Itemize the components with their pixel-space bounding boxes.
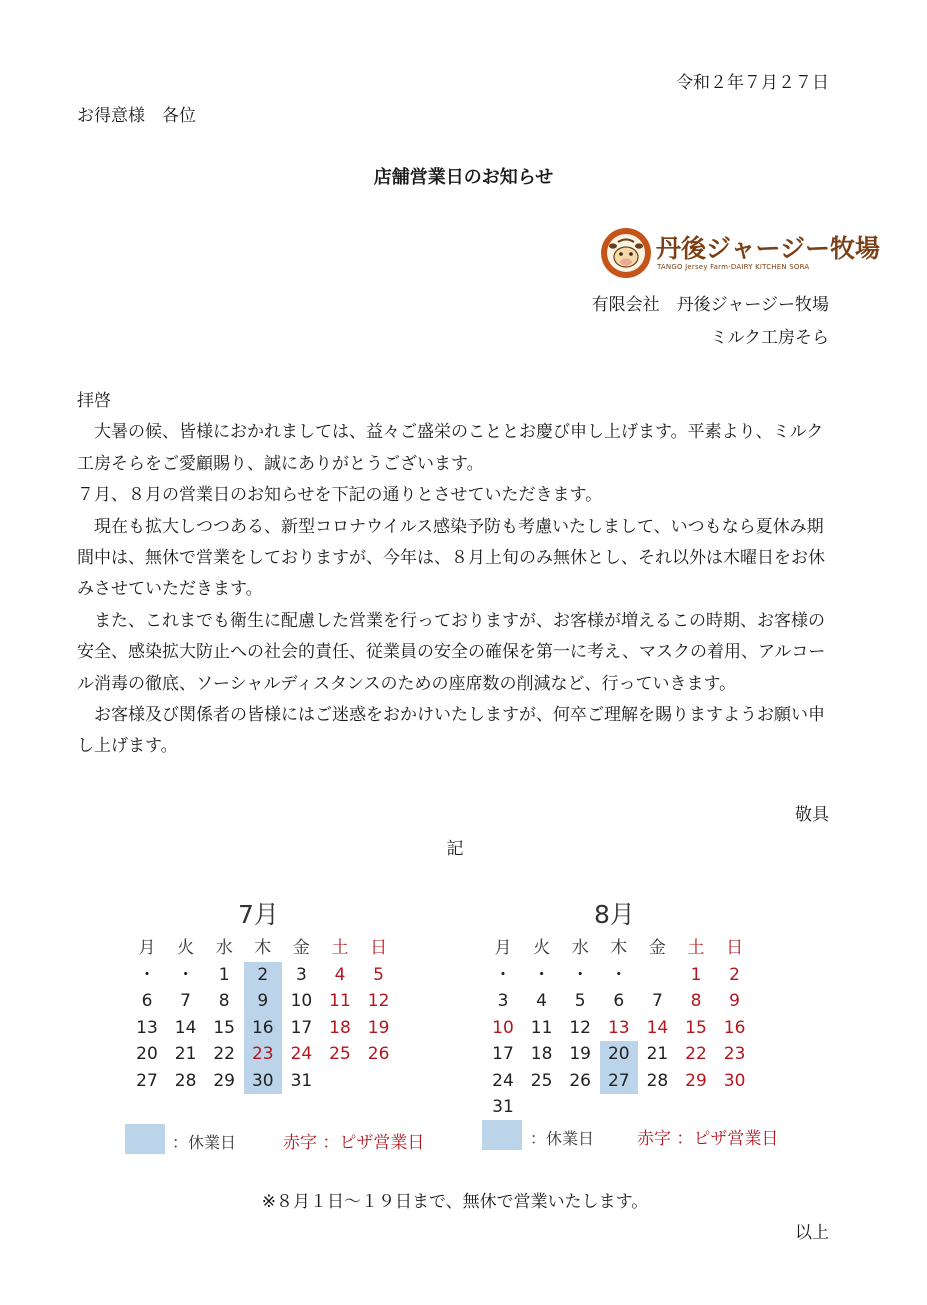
- weekday-header: 月: [494, 938, 512, 958]
- paragraph: 大暑の候、皆様におかれましては、益々ご盛栄のこととお慶び申し上げます。平素より、ミルク工房そらをご愛顧賜り、誠にありがとうございます。: [77, 422, 824, 474]
- weekday-header: 日: [726, 938, 744, 958]
- weekday-header: 土: [331, 938, 349, 958]
- calendar-day: 30: [723, 1070, 746, 1091]
- calendar-day: 15: [685, 1017, 707, 1038]
- calendar-day: 4: [536, 991, 547, 1011]
- page-title: 店舗営業日のお知らせ: [373, 167, 554, 188]
- calendar-day: 2: [729, 964, 740, 985]
- calendar-day: 31: [290, 1070, 313, 1091]
- calendar-day: 23: [723, 1044, 746, 1064]
- weekday-header: 木: [254, 938, 272, 958]
- calendar-day: 4: [334, 964, 346, 985]
- closed-legend-label: ：休業日: [172, 1133, 237, 1152]
- calendar-day: 14: [646, 1017, 669, 1038]
- company-name: 有限会社 丹後ジャージー牧場: [591, 295, 829, 315]
- calendar-day: 16: [723, 1017, 746, 1038]
- calendar-day: ・: [610, 964, 628, 985]
- calendar-day: ・: [533, 964, 551, 985]
- calendar-day: 9: [729, 991, 740, 1011]
- weekday-header: 金: [292, 938, 310, 958]
- calendar-day: 17: [290, 1017, 313, 1038]
- calendar-day: 3: [295, 964, 307, 985]
- pizza-legend-label: 赤字 ：ピザ営業日: [283, 1133, 425, 1153]
- closing-mark: 以上: [795, 1223, 829, 1243]
- letter-body: [77, 386, 837, 763]
- calendar-day: 5: [574, 991, 586, 1011]
- ki-marker: 記: [446, 839, 464, 859]
- calendar-day: 28: [646, 1070, 669, 1091]
- calendar-day: 19: [569, 1044, 591, 1064]
- calendar-day: 18: [329, 1017, 351, 1038]
- closed-legend-swatch: [125, 1124, 165, 1154]
- calendar-day: 25: [329, 1044, 351, 1064]
- calendar-day: 23: [244, 1041, 282, 1068]
- calendar-day: 21: [174, 1044, 197, 1064]
- weekday-header: 水: [215, 938, 233, 958]
- calendar-day: 26: [569, 1070, 591, 1091]
- calendar-day: 9: [244, 988, 282, 1015]
- weekday-header: 水: [571, 938, 589, 958]
- calendar-day: 31: [492, 1097, 514, 1117]
- calendar-day: 6: [613, 991, 625, 1011]
- calendar-day: 26: [367, 1044, 390, 1064]
- calendar-day: ・: [177, 964, 195, 985]
- calendar-day: 24: [290, 1044, 313, 1064]
- calendar-day: 13: [136, 1017, 158, 1038]
- pizza-legend-label: 赤字 ：ピザ営業日: [637, 1129, 779, 1149]
- calendar-day: 29: [213, 1070, 235, 1091]
- paragraph: お客様及び関係者の皆様にはご迷惑をおかけいたしますが、何卒ご理解を賜りますようお願い申し上げます。: [77, 705, 825, 757]
- company-logo: [600, 227, 881, 281]
- month-title: 7月: [238, 900, 279, 929]
- calendar-day: 17: [492, 1044, 514, 1064]
- calendar-day: 28: [174, 1070, 197, 1091]
- paragraph: 現在も拡大しつつある、新型コロナウイルス感染予防も考慮いたしまして、いつもなら夏休み期間中は、無休で営業をしておりますが、今年は、８月上旬のみ無休とし、それ以外は木曜日をお休みさせていただきます。: [77, 516, 825, 600]
- calendar-day: 22: [685, 1044, 707, 1064]
- weekday-header: 日: [370, 938, 388, 958]
- calendar-day: ・: [494, 964, 512, 985]
- calendar-day: 7: [651, 991, 663, 1011]
- footer-note: ※８月１日～１９日まで、無休で営業いたします。: [261, 1192, 649, 1212]
- addressee: お得意様 各位: [77, 106, 196, 126]
- calendar-day: 7: [180, 991, 191, 1011]
- calendar-day: 13: [607, 1017, 630, 1038]
- weekday-header: 木: [610, 938, 628, 958]
- calendar-day: 11: [329, 991, 351, 1011]
- logo-subtext: TANGO Jersey Farm-DAIRY KITCHEN SORA: [657, 263, 810, 271]
- letter-date: 令和２年７月２７日: [676, 73, 829, 93]
- weekday-header: 火: [533, 938, 551, 958]
- closing-salutation: 敬具: [795, 805, 829, 825]
- calendar-day: 3: [497, 991, 509, 1011]
- calendar-day: 16: [244, 1015, 282, 1042]
- calendar-day: 8: [690, 991, 702, 1011]
- calendar-day: 11: [530, 1017, 553, 1038]
- calendar-day: 2: [244, 962, 282, 989]
- month-title: 8月: [594, 900, 635, 929]
- calendar-day: 6: [141, 991, 153, 1011]
- calendar-day: 27: [600, 1068, 638, 1095]
- calendar-day: 29: [685, 1070, 707, 1091]
- calendar-day: 20: [600, 1041, 638, 1068]
- closed-legend-label: ：休業日: [530, 1129, 595, 1148]
- calendar-day: 19: [367, 1017, 390, 1038]
- closed-legend-swatch: [482, 1120, 522, 1150]
- calendar-day: 24: [492, 1070, 514, 1091]
- calendar-day: 25: [530, 1070, 553, 1091]
- weekday-header: 金: [648, 938, 666, 958]
- weekday-header: 火: [177, 938, 195, 958]
- calendar-day: 10: [492, 1017, 514, 1038]
- shop-name: ミルク工房そら: [710, 328, 829, 348]
- paragraph: ７月、８月の営業日のお知らせを下記の通りとさせていただきます。: [77, 485, 603, 506]
- calendar-day: 15: [213, 1017, 235, 1038]
- calendar-day: ・: [138, 964, 156, 985]
- calendar-day: 20: [136, 1044, 158, 1064]
- opening-salutation: 拝啓: [77, 391, 111, 411]
- calendar-day: 18: [530, 1044, 553, 1064]
- calendar-day: 21: [646, 1044, 669, 1064]
- calendar-day: 22: [213, 1044, 235, 1064]
- calendar-day: 12: [367, 991, 390, 1011]
- calendar-day: 1: [690, 964, 702, 985]
- calendar-day: ・: [571, 964, 589, 985]
- calendar-day: 30: [244, 1068, 282, 1095]
- calendar-day: 5: [373, 964, 384, 985]
- weekday-header: 土: [687, 938, 705, 958]
- calendar-day: 1: [218, 964, 230, 985]
- calendar-day: 14: [174, 1017, 197, 1038]
- calendar-day: 10: [290, 991, 313, 1011]
- paragraph: また、これまでも衛生に配慮した営業を行っておりますが、お客様が増えるこの時期、お客様の安全、感染拡大防止への社会的責任、従業員の安全の確保を第一に考え、マスクの着用、アルコール消毒の徹底、ソーシャルディスタンスのための座席数の削減など、行っていきます。: [77, 610, 826, 694]
- calendar-day: 12: [569, 1017, 591, 1038]
- weekday-header: 月: [138, 938, 156, 958]
- calendar-day: 8: [218, 991, 230, 1011]
- calendar-day: 27: [136, 1070, 158, 1091]
- logo-name: 丹後ジャージー牧場: [656, 234, 881, 263]
